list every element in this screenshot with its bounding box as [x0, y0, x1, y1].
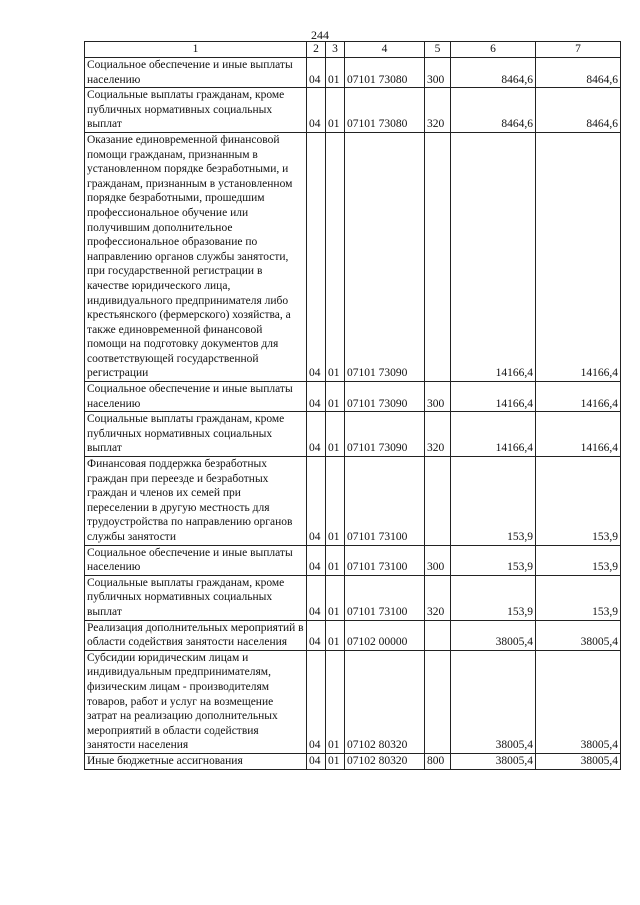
- section-code: 04: [307, 457, 326, 546]
- subsection-code: 01: [326, 650, 345, 753]
- row-name: Социальные выплаты гражданам, кроме публичных нормативных социальных выплат: [85, 575, 307, 620]
- subsection-code: 01: [326, 457, 345, 546]
- target-article-code: 07101 73100: [345, 457, 425, 546]
- row-name: Финансовая поддержка безработных граждан при переезде и безработных граждан и членов их семей при переселении в другую местность для трудоустройства по направлению органов службы занятости: [85, 457, 307, 546]
- expense-type-code: 320: [425, 412, 451, 457]
- amount-year-2: 153,9: [536, 457, 621, 546]
- page-number: 244: [311, 28, 329, 42]
- row-name: Реализация дополнительных мероприятий в области содействия занятости населения: [85, 620, 307, 650]
- expense-type-code: [425, 132, 451, 381]
- target-article-code: 07102 00000: [345, 620, 425, 650]
- row-name: Социальное обеспечение и иные выплаты населению: [85, 545, 307, 575]
- row-name: Социальное обеспечение и иные выплаты населению: [85, 382, 307, 412]
- column-header-1: 1: [85, 42, 307, 58]
- section-code: 04: [307, 753, 326, 769]
- row-name: Социальное обеспечение и иные выплаты населению: [85, 58, 307, 88]
- subsection-code: 01: [326, 132, 345, 381]
- table-row: [85, 575, 621, 620]
- amount-year-1: 153,9: [451, 575, 536, 620]
- amount-year-1: 8464,6: [451, 88, 536, 133]
- amount-year-2: 14166,4: [536, 132, 621, 381]
- budget-table: [84, 41, 621, 770]
- amount-year-1: 14166,4: [451, 382, 536, 412]
- table-body: [85, 58, 621, 770]
- column-header-4: 4: [345, 42, 425, 58]
- table-row: [85, 753, 621, 769]
- amount-year-2: 8464,6: [536, 58, 621, 88]
- amount-year-1: 38005,4: [451, 620, 536, 650]
- column-header-3: 3: [326, 42, 345, 58]
- amount-year-2: 14166,4: [536, 412, 621, 457]
- table-row: [85, 620, 621, 650]
- amount-year-1: 153,9: [451, 545, 536, 575]
- target-article-code: 07101 73100: [345, 575, 425, 620]
- target-article-code: 07101 73090: [345, 382, 425, 412]
- section-code: 04: [307, 412, 326, 457]
- subsection-code: 01: [326, 58, 345, 88]
- amount-year-2: 153,9: [536, 545, 621, 575]
- column-header-2: 2: [307, 42, 326, 58]
- table-row: [85, 412, 621, 457]
- amount-year-1: 14166,4: [451, 412, 536, 457]
- target-article-code: 07102 80320: [345, 753, 425, 769]
- table-row: [85, 88, 621, 133]
- subsection-code: 01: [326, 88, 345, 133]
- table-row: [85, 457, 621, 546]
- expense-type-code: 300: [425, 382, 451, 412]
- column-header-5: 5: [425, 42, 451, 58]
- section-code: 04: [307, 88, 326, 133]
- amount-year-1: 153,9: [451, 457, 536, 546]
- subsection-code: 01: [326, 412, 345, 457]
- subsection-code: 01: [326, 620, 345, 650]
- expense-type-code: 320: [425, 88, 451, 133]
- target-article-code: 07101 73100: [345, 545, 425, 575]
- target-article-code: 07102 80320: [345, 650, 425, 753]
- subsection-code: 01: [326, 575, 345, 620]
- amount-year-2: 14166,4: [536, 382, 621, 412]
- amount-year-1: 8464,6: [451, 58, 536, 88]
- table-row: [85, 58, 621, 88]
- expense-type-code: [425, 620, 451, 650]
- expense-type-code: 800: [425, 753, 451, 769]
- expense-type-code: [425, 650, 451, 753]
- section-code: 04: [307, 382, 326, 412]
- section-code: 04: [307, 132, 326, 381]
- table-row: [85, 545, 621, 575]
- amount-year-2: 8464,6: [536, 88, 621, 133]
- expense-type-code: 300: [425, 545, 451, 575]
- row-name: Социальные выплаты гражданам, кроме публичных нормативных социальных выплат: [85, 88, 307, 133]
- expense-type-code: [425, 457, 451, 546]
- subsection-code: 01: [326, 545, 345, 575]
- target-article-code: 07101 73090: [345, 132, 425, 381]
- table-row: [85, 132, 621, 381]
- amount-year-2: 38005,4: [536, 620, 621, 650]
- expense-type-code: 300: [425, 58, 451, 88]
- section-code: 04: [307, 575, 326, 620]
- header-row: [85, 42, 621, 58]
- amount-year-2: 153,9: [536, 575, 621, 620]
- row-name: Субсидии юридическим лицам и индивидуальным предпринимателям, физическим лицам - производителям товаров, работ и услуг на возмещение затрат на реализацию дополнительных мероприятий в области содействия занятости населения: [85, 650, 307, 753]
- column-header-6: 6: [451, 42, 536, 58]
- row-name: Социальные выплаты гражданам, кроме публичных нормативных социальных выплат: [85, 412, 307, 457]
- row-name: Оказание единовременной финансовой помощи гражданам, признанным в установленном порядке безработными, и гражданам, признанным в установленном порядке безработными, прошедшим профессиональное обучение или получившим дополнительное профессиональное образование по направлению органов службы занятости, при государственной регистрации в качестве юридического лица, индивидуального предпринимателя либо крестьянского (фермерского) хозяйства, а также единовременной финансовой помощи на подготовку документов для соответствующей государственной регистрации: [85, 132, 307, 381]
- amount-year-1: 38005,4: [451, 753, 536, 769]
- target-article-code: 07101 73080: [345, 58, 425, 88]
- amount-year-1: 14166,4: [451, 132, 536, 381]
- amount-year-2: 38005,4: [536, 753, 621, 769]
- expense-type-code: 320: [425, 575, 451, 620]
- amount-year-2: 38005,4: [536, 650, 621, 753]
- table-row: [85, 382, 621, 412]
- section-code: 04: [307, 58, 326, 88]
- amount-year-1: 38005,4: [451, 650, 536, 753]
- target-article-code: 07101 73090: [345, 412, 425, 457]
- section-code: 04: [307, 545, 326, 575]
- subsection-code: 01: [326, 382, 345, 412]
- column-header-7: 7: [536, 42, 621, 58]
- table-row: [85, 650, 621, 753]
- target-article-code: 07101 73080: [345, 88, 425, 133]
- section-code: 04: [307, 650, 326, 753]
- subsection-code: 01: [326, 753, 345, 769]
- section-code: 04: [307, 620, 326, 650]
- row-name: Иные бюджетные ассигнования: [85, 753, 307, 769]
